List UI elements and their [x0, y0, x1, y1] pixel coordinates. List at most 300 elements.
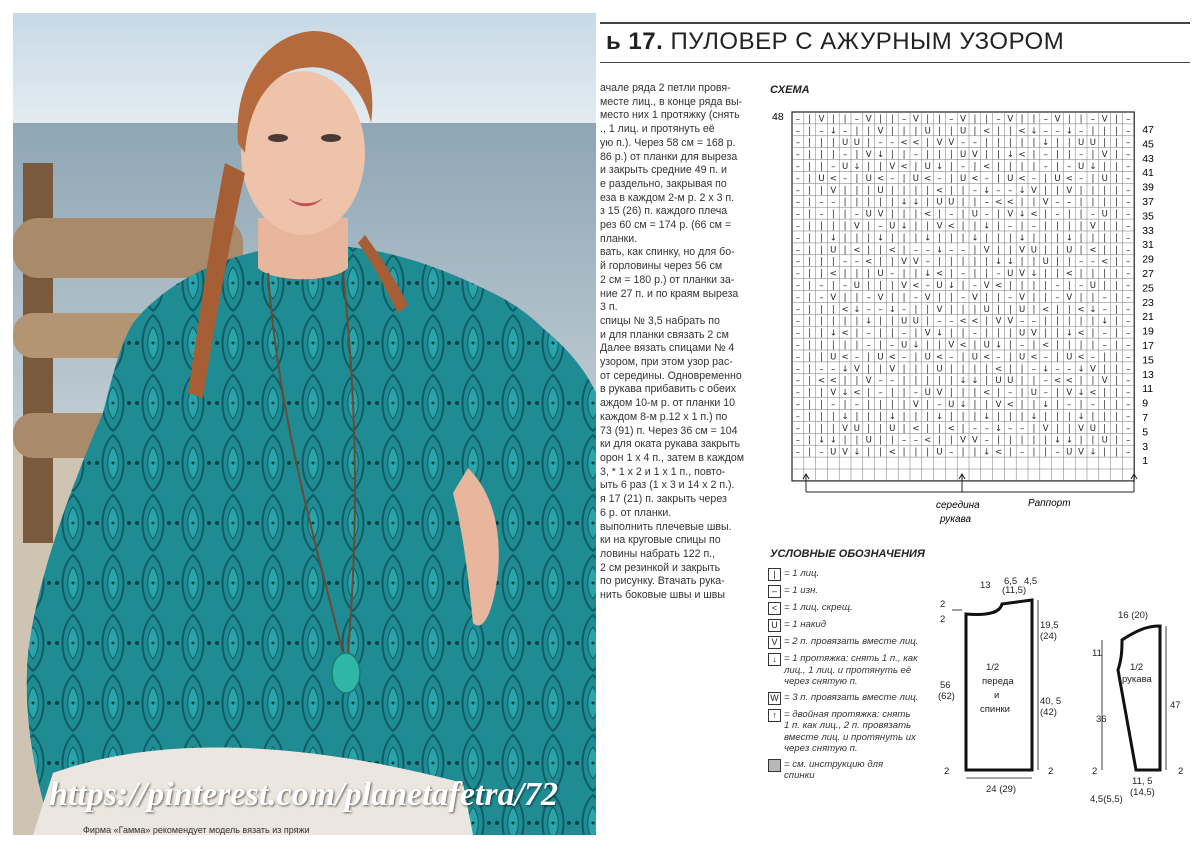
chart-cell-symbol: – — [1008, 185, 1013, 196]
legend-symbol-icon: < — [768, 602, 781, 615]
chart-cell-symbol: | — [949, 376, 953, 387]
chart-cell-symbol: ↓ — [912, 340, 920, 351]
chart-cell-symbol: – — [819, 197, 824, 208]
legend-symbol-icon: U — [768, 619, 781, 632]
chart-cell-symbol: < — [1065, 173, 1073, 184]
chart-cell-symbol: V — [1019, 269, 1026, 280]
chart-cell-symbol: | — [808, 245, 812, 256]
chart-cell-symbol: – — [1055, 209, 1060, 220]
chart-cell-symbol: | — [1032, 114, 1036, 125]
chart-cell-symbol: | — [961, 257, 965, 268]
chart-cell-symbol: | — [914, 364, 918, 375]
chart-cell-symbol: | — [1032, 304, 1036, 315]
chart-cell-symbol: | — [1079, 233, 1083, 244]
sleeve-outline — [1118, 626, 1160, 770]
chart-cell-symbol: | — [1091, 340, 1095, 351]
chart-cell-symbol: < — [994, 281, 1003, 291]
chart-cell-symbol: | — [973, 400, 977, 410]
chart-row-label: 37 — [1142, 196, 1154, 208]
chart-cell-symbol: < — [912, 423, 920, 434]
chart-cell-symbol: | — [867, 185, 871, 196]
chart-cell-symbol: | — [1056, 304, 1059, 315]
chart-cell-symbol: | — [1020, 435, 1024, 446]
chart-cell-symbol: | — [949, 150, 953, 161]
chart-cell-symbol: | — [867, 245, 871, 256]
chart-cell-symbol: | — [1103, 364, 1107, 375]
chart-cell-symbol: U — [1066, 447, 1073, 458]
chart-cell-symbol: | — [961, 411, 965, 422]
chart-cell-symbol: U — [1042, 257, 1049, 268]
chart-cell-symbol: | — [1056, 388, 1059, 399]
chart-cell-symbol: ↓ — [983, 447, 991, 458]
chart-cell-symbol: | — [1044, 173, 1048, 184]
chart-cell-symbol: U — [983, 304, 990, 315]
chart-cell-symbol: V — [830, 292, 837, 303]
chart-cell-symbol: – — [937, 400, 942, 410]
chart-cell-symbol: | — [1008, 304, 1012, 315]
chart-cell-symbol: | — [1103, 138, 1107, 149]
chart-cell-symbol: | — [1103, 162, 1107, 172]
chart-cell-symbol: | — [973, 411, 977, 422]
chart-cell-symbol: U — [1054, 173, 1061, 184]
instructions-text — [600, 82, 760, 603]
chart-cell-symbol: | — [1091, 411, 1095, 422]
chart-cell-symbol: | — [985, 114, 989, 125]
chart-cell-symbol: | — [1079, 209, 1083, 220]
chart-cell-symbol: | — [997, 435, 1000, 446]
chart-cell-symbol: ↓ — [1030, 126, 1038, 137]
chart-cell-symbol: | — [973, 197, 977, 208]
chart-cell-symbol: U — [865, 173, 872, 184]
chart-cell-symbol: | — [1056, 269, 1059, 280]
chart-cell-symbol: – — [1043, 388, 1048, 399]
chart-cell-symbol: | — [1067, 150, 1071, 161]
chart-cell-symbol: U — [1007, 376, 1014, 387]
chart-cell-symbol: – — [819, 209, 824, 220]
chart-cell-symbol: | — [843, 340, 847, 351]
chart-cell-symbol: | — [926, 138, 930, 149]
chart-cell-symbol: | — [820, 411, 823, 422]
chart-cell-symbol: | — [843, 221, 847, 232]
chart-cell-symbol: | — [997, 138, 1000, 149]
chart-cell-symbol: | — [855, 185, 859, 196]
chart-cell-symbol: | — [985, 150, 989, 161]
header-rule-top — [600, 22, 1190, 24]
sleeve-w115: 11, 5 — [1132, 776, 1153, 787]
top-row-label: 48 — [772, 111, 784, 123]
instruction-line: планки. — [600, 232, 638, 245]
chart-cell-symbol: | — [1079, 221, 1083, 232]
sleeve-w45: 4,5(5,5) — [1090, 794, 1123, 805]
front-label-4: спинки — [980, 704, 1010, 715]
chart-cell-symbol: ↓ — [1065, 435, 1073, 446]
chart-cell-symbol: | — [938, 340, 941, 351]
chart-cell-symbol: V — [818, 114, 825, 125]
chart-cell-symbol: | — [902, 185, 906, 196]
chart-cell-symbol: | — [1044, 221, 1048, 232]
instruction-line: 2 см = 180 р.) от планки за- — [600, 273, 735, 286]
front-w-13: 13 — [980, 580, 991, 591]
chart-cell-symbol: V — [865, 150, 872, 161]
chart-cell-symbol: | — [902, 245, 906, 256]
chart-cell-symbol: | — [890, 185, 894, 196]
chart-cell-symbol: – — [795, 185, 801, 196]
chart-cell-symbol: | — [949, 162, 953, 172]
chart-cell-symbol: ↓ — [994, 423, 1003, 434]
repeat-label: Раппорт — [1028, 498, 1071, 509]
chart-cell-symbol: – — [795, 269, 801, 280]
instruction-line: узором, при этом узор рас- — [600, 356, 733, 369]
chart-cell-symbol: – — [831, 197, 836, 208]
chart-cell-symbol: V — [912, 257, 919, 268]
chart-cell-symbol: ↓ — [829, 435, 837, 446]
chart-cell-symbol: | — [1032, 376, 1036, 387]
chart-cell-symbol: < — [1042, 304, 1050, 315]
chart-cell-symbol: | — [1115, 281, 1118, 291]
chart-cell-symbol: – — [795, 352, 801, 363]
chart-cell-symbol: V — [901, 281, 908, 291]
chart-cell-symbol: | — [973, 447, 977, 458]
chart-cell-symbol: | — [1115, 173, 1118, 184]
chart-cell-symbol: ↓ — [1101, 316, 1109, 327]
legend-item — [768, 585, 948, 598]
chart-cell-symbol: | — [973, 126, 977, 137]
chart-cell-symbol: | — [1056, 150, 1059, 161]
chart-cell-symbol: – — [1055, 126, 1060, 137]
chart-cell-symbol: | — [902, 423, 906, 434]
chart-cell-symbol: ↓ — [853, 162, 861, 172]
instruction-line: аждом 10-м р. от планки 10 — [600, 397, 735, 410]
chart-cell-symbol: < — [983, 352, 991, 363]
chart-cell-symbol: V — [924, 328, 931, 339]
chart-cell-symbol: – — [866, 292, 871, 303]
chart-cell-symbol: – — [795, 197, 801, 208]
chart-cell-symbol: ↓ — [853, 447, 861, 458]
chart-cell-symbol: < — [912, 138, 920, 149]
chart-cell-symbol: – — [972, 423, 978, 434]
chart-cell-symbol: | — [843, 400, 847, 410]
chart-cell-symbol: ↓ — [876, 233, 885, 244]
chart-cell-symbol: – — [795, 411, 801, 422]
chart-row-label: 25 — [1142, 282, 1154, 295]
chart-cell-symbol: | — [1020, 197, 1024, 208]
center-label-1: середина — [936, 500, 980, 511]
chart-cell-symbol: ↓ — [1089, 162, 1097, 172]
chart-cell-symbol: | — [1008, 126, 1012, 137]
chart-cell-symbol: – — [795, 447, 801, 458]
chart-cell-symbol: – — [1067, 162, 1072, 172]
chart-cell-symbol: | — [1115, 138, 1118, 149]
chart-cell-symbol: | — [890, 400, 894, 410]
chart-cell-symbol: | — [890, 388, 894, 399]
chart-cell-symbol: < — [1030, 209, 1038, 220]
chart-cell-symbol: V — [830, 388, 837, 399]
chart-cell-symbol: | — [1056, 138, 1059, 149]
chart-cell-symbol: | — [985, 400, 989, 410]
chart-cell-symbol: | — [997, 292, 1000, 303]
chart-cell-symbol: | — [1103, 233, 1107, 244]
chart-cell-symbol: – — [972, 328, 978, 339]
chart-cell-symbol: – — [1126, 388, 1131, 399]
chart-cell-symbol: ↓ — [829, 126, 837, 137]
chart-cell-symbol: V — [1066, 292, 1073, 303]
chart-cell-symbol: | — [938, 209, 941, 220]
chart-cell-symbol: < — [971, 316, 979, 327]
chart-cell-symbol: U — [983, 340, 990, 351]
chart-cell-symbol: | — [879, 340, 882, 351]
chart-cell-symbol: – — [866, 304, 871, 315]
chart-cell-symbol: | — [1115, 150, 1118, 161]
chart-cell-symbol: < — [1065, 376, 1073, 387]
chart-cell-symbol: V — [1007, 316, 1014, 327]
chart-cell-symbol: | — [914, 162, 918, 172]
chart-cell-symbol: | — [843, 197, 847, 208]
chart-cell-symbol: < — [924, 209, 932, 220]
chart-cell-symbol: | — [808, 257, 812, 268]
chart-cell-symbol: | — [1115, 292, 1118, 303]
chart-cell-symbol: – — [795, 162, 801, 172]
chart-cell-symbol: | — [808, 162, 812, 172]
front-w-45: 4,5 — [1024, 576, 1038, 587]
chart-cell-symbol: – — [1126, 245, 1131, 256]
chart-cell-symbol: – — [795, 114, 801, 125]
chart-cell-symbol: | — [1032, 197, 1036, 208]
chart-cell-symbol: – — [1126, 447, 1131, 458]
chart-row-label: 33 — [1142, 224, 1154, 237]
chart-cell-symbol: – — [1031, 221, 1037, 232]
chart-cell-symbol: | — [820, 257, 823, 268]
chart-cell-symbol: | — [879, 114, 882, 125]
chart-cell-symbol: V — [1089, 364, 1096, 375]
center-label-2: рукава — [940, 514, 972, 525]
front-h405: 40, 5 — [1040, 696, 1062, 707]
chart-cell-symbol: U — [1101, 209, 1108, 220]
chart-cell-symbol: | — [1103, 400, 1107, 410]
chart-cell-symbol: | — [843, 185, 847, 196]
chart-cell-symbol: U — [1066, 352, 1073, 363]
front-h62: (62) — [938, 691, 955, 702]
chart-cell-symbol: | — [997, 233, 1000, 244]
chart-cell-symbol: – — [1126, 185, 1131, 196]
chart-cell-symbol: – — [1126, 411, 1131, 422]
chart-cell-symbol: U — [1089, 423, 1097, 434]
chart-cell-symbol: – — [949, 352, 954, 363]
chart-cell-symbol: | — [949, 435, 953, 446]
chart-cell-symbol: U — [1089, 138, 1097, 149]
chart-cell-symbol: – — [795, 340, 801, 351]
chart-cell-symbol: | — [938, 292, 941, 303]
chart-cell-symbol: | — [1103, 245, 1107, 256]
chart-cell-symbol: | — [1091, 435, 1095, 446]
chart-row-label: 41 — [1142, 167, 1154, 180]
chart-cell-symbol: | — [1091, 376, 1095, 387]
chart-cell-symbol: V — [1030, 185, 1037, 196]
chart-cell-symbol: | — [867, 197, 871, 208]
legend-text: = 1 накид — [784, 619, 827, 630]
chart-cell-symbol: | — [1079, 376, 1083, 387]
chart-cell-symbol: | — [902, 173, 906, 184]
chart-cell-symbol: – — [901, 114, 907, 125]
chart-cell-symbol: ↓ — [971, 376, 979, 387]
chart-cell-symbol: | — [1091, 173, 1095, 184]
chart-cell-symbol: U — [1089, 281, 1097, 291]
chart-cell-symbol: – — [831, 364, 836, 375]
chart-cell-symbol: | — [831, 304, 835, 315]
chart-cell-symbol: V — [995, 400, 1002, 410]
chart-cell-symbol: ↓ — [1042, 138, 1050, 149]
chart-cell-symbol: – — [854, 209, 860, 220]
chart-cell-symbol: U — [841, 138, 849, 149]
chart-cell-symbol: V — [889, 162, 896, 172]
chart-cell-symbol: | — [997, 150, 1000, 161]
chart-cell-symbol: | — [890, 316, 894, 327]
chart-cell-symbol: – — [901, 352, 907, 363]
chart-cell-symbol: – — [1126, 364, 1131, 375]
model-photo — [13, 13, 596, 835]
chart-cell-symbol: U — [936, 447, 943, 458]
chart-cell-symbol: | — [961, 388, 965, 399]
chart-cell-symbol: | — [938, 233, 941, 244]
chart-cell-symbol: ↓ — [935, 328, 944, 339]
chart-cell-symbol: | — [1103, 352, 1107, 363]
chart-cell-symbol: – — [1019, 340, 1025, 351]
chart-cell-symbol: | — [949, 126, 953, 137]
legend-text: = 1 протяжка: снять 1 п., как — [784, 653, 918, 664]
sleeve-w145: (14,5) — [1130, 787, 1155, 798]
chart-cell-symbol: | — [808, 304, 812, 315]
instruction-line: ние 27 п. и по краям выреза — [600, 287, 739, 300]
chart-cell-symbol: – — [831, 162, 836, 172]
chart-cell-symbol: | — [879, 435, 882, 446]
chart-cell-symbol: V — [1054, 114, 1061, 125]
chart-cell-symbol: | — [808, 364, 812, 375]
chart-cell-symbol: – — [1078, 281, 1084, 291]
front-label-3: и — [994, 690, 1000, 701]
chart-cell-symbol: < — [1018, 173, 1026, 184]
chart-cell-symbol: | — [831, 423, 835, 434]
chart-cell-symbol: – — [1126, 376, 1131, 387]
chart-cell-symbol: | — [1032, 292, 1036, 303]
chart-cell-symbol: U — [830, 447, 837, 458]
chart-cell-symbol: | — [1115, 328, 1118, 339]
chart-cell-symbol: | — [1056, 423, 1059, 434]
chart-cell-symbol: | — [1032, 233, 1036, 244]
chart-cell-symbol: – — [1008, 292, 1013, 303]
chart-cell-symbol: V — [1101, 150, 1108, 161]
chart-cell-symbol: | — [1091, 197, 1095, 208]
chart-cell-symbol: U — [1066, 245, 1073, 256]
chart-cell-symbol: | — [820, 423, 823, 434]
chart-cell-symbol: – — [1055, 447, 1060, 458]
chart-cell-symbol: – — [795, 173, 801, 184]
chart-cell-symbol: < — [1030, 352, 1038, 363]
chart-cell-symbol: | — [820, 388, 823, 399]
chart-cell-symbol: U — [924, 162, 931, 172]
chart-cell-symbol: – — [795, 328, 801, 339]
chart-cell-symbol: | — [808, 269, 812, 280]
legend-list — [768, 568, 948, 786]
chart-cell-symbol: < — [865, 257, 873, 268]
chart-cell-symbol: | — [1115, 447, 1118, 458]
chart-cell-symbol: | — [1032, 138, 1036, 149]
chart-cell-symbol: | — [926, 411, 930, 422]
chart-cell-symbol: | — [1115, 209, 1118, 220]
chart-cell-symbol: – — [842, 173, 848, 184]
header-rule-bottom — [600, 62, 1190, 63]
chart-cell-symbol: – — [925, 281, 930, 291]
chart-cell-symbol: | — [820, 269, 823, 280]
chart-cell-symbol: | — [808, 138, 812, 149]
chart-cell-symbol: | — [973, 257, 977, 268]
chart-cell-symbol: | — [1079, 316, 1083, 327]
chart-cell-symbol: – — [1043, 162, 1048, 172]
chart-cell-symbol: | — [914, 376, 918, 387]
chart-cell-symbol: | — [1044, 316, 1048, 327]
chart-cell-symbol: U — [912, 316, 920, 327]
chart-cell-symbol: – — [1043, 114, 1048, 125]
chart-cell-symbol: – — [878, 376, 883, 387]
chart-cell-symbol: – — [1126, 257, 1131, 268]
chart-cell-symbol: | — [961, 328, 965, 339]
chart-cell-symbol: ↓ — [924, 269, 932, 280]
chart-cell-symbol: | — [1044, 328, 1048, 339]
chart-cell-symbol: – — [960, 292, 966, 303]
chart-cell-symbol: U — [853, 423, 861, 434]
chart-cell-symbol: – — [795, 400, 801, 410]
chart-cell-symbol: | — [1056, 233, 1059, 244]
schema-title: СХЕМА — [770, 84, 810, 96]
legend-symbol-icon: – — [768, 585, 781, 598]
chart-cell-symbol: | — [902, 364, 906, 375]
chart-cell-symbol: | — [808, 423, 812, 434]
chart-cell-symbol: | — [855, 233, 859, 244]
chart-cell-symbol: | — [820, 316, 823, 327]
chart-cell-symbol: | — [820, 304, 823, 315]
chart-cell-symbol: ↓ — [900, 197, 908, 208]
chart-cell-symbol: – — [1126, 114, 1131, 125]
chart-cell-symbol: ↓ — [935, 411, 944, 422]
sleeve-label-2: рукава — [1122, 674, 1152, 685]
instruction-line: Далее вязать спицами № 4 — [600, 342, 735, 355]
chart-cell-symbol: | — [926, 197, 930, 208]
chart-cell-symbol: | — [1079, 292, 1083, 303]
chart-cell-symbol: – — [878, 221, 883, 232]
chart-cell-symbol: V — [971, 435, 978, 446]
chart-cell-symbol: – — [795, 126, 801, 137]
chart-cell-symbol: < — [1077, 328, 1085, 339]
chart-cell-symbol: | — [973, 221, 977, 232]
chart-cell-symbol: U — [959, 173, 967, 184]
chart-cell-symbol: | — [1020, 388, 1024, 399]
chart-cell-symbol: – — [795, 209, 801, 220]
chart-cell-symbol: | — [867, 281, 871, 291]
chart-cell-symbol: | — [938, 423, 941, 434]
chart-cell-symbol: | — [1008, 281, 1012, 291]
chart-cell-symbol: – — [819, 281, 824, 291]
chart-cell-symbol: | — [1115, 352, 1118, 363]
chart-cell-symbol: | — [949, 364, 953, 375]
legend-item — [768, 653, 948, 688]
chart-cell-symbol: V — [877, 209, 884, 220]
chart-cell-symbol: | — [1067, 316, 1071, 327]
chart-cell-symbol: ↓ — [994, 257, 1003, 268]
chart-cell-symbol: | — [843, 245, 847, 256]
sleeve-m2b: 2 — [1178, 766, 1184, 777]
chart-cell-symbol: | — [808, 340, 812, 351]
chart-cell-symbol: | — [890, 257, 894, 268]
chart-row-label: 1 — [1142, 455, 1149, 468]
chart-cell-symbol: – — [960, 245, 966, 256]
